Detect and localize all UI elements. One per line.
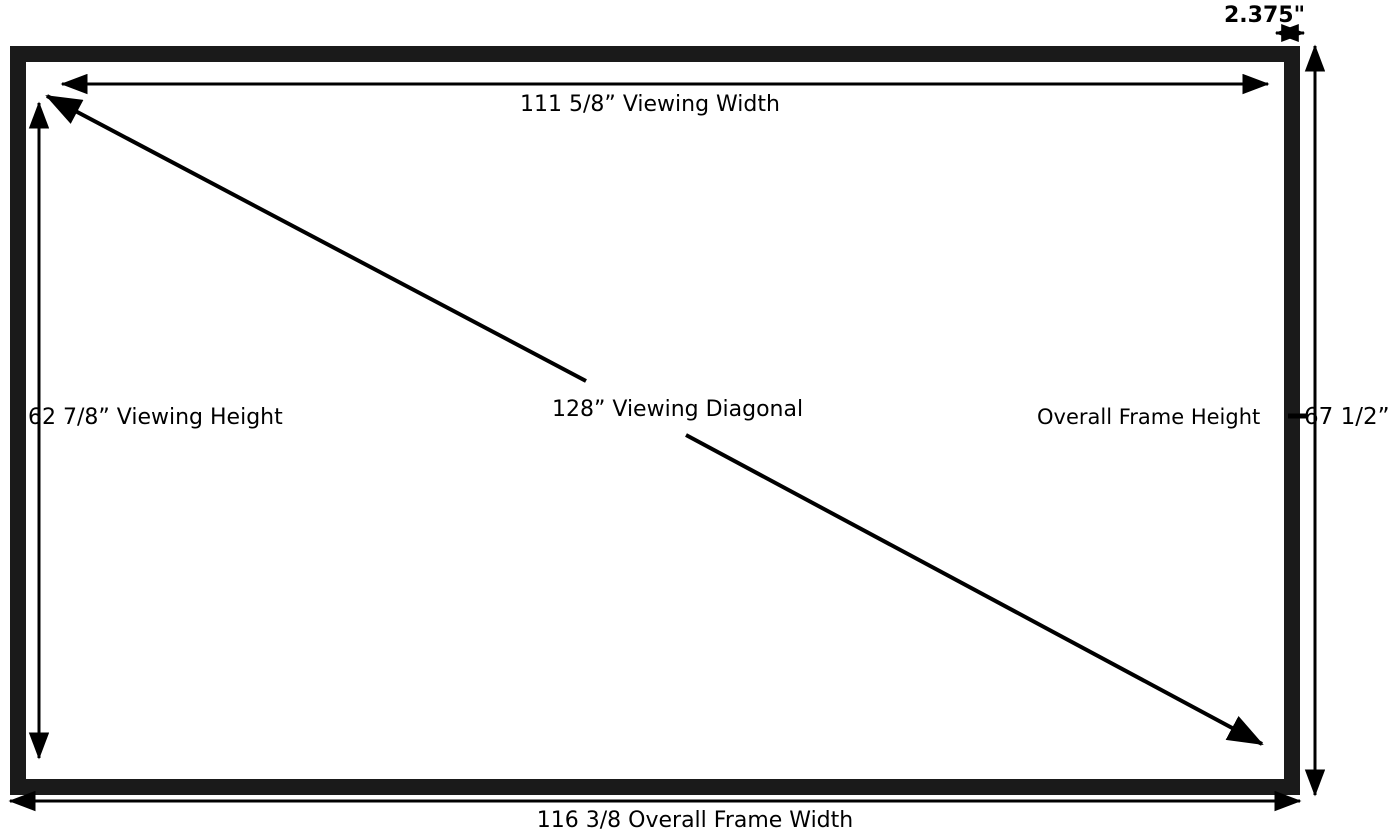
viewing-diagonal-label: 128” Viewing Diagonal	[552, 397, 804, 422]
overall-frame-height-label: Overall Frame Height	[1037, 405, 1261, 429]
viewing-height-label: 62 7/8” Viewing Height	[28, 405, 283, 430]
frame-thickness-label: 2.375"	[1224, 3, 1306, 28]
viewing-width-label: 111 5/8” Viewing Width	[520, 92, 780, 117]
overall-frame-width-label: 116 3/8 Overall Frame Width	[536, 808, 854, 833]
overall-frame-height-value: 67 1/2”	[1304, 404, 1390, 430]
